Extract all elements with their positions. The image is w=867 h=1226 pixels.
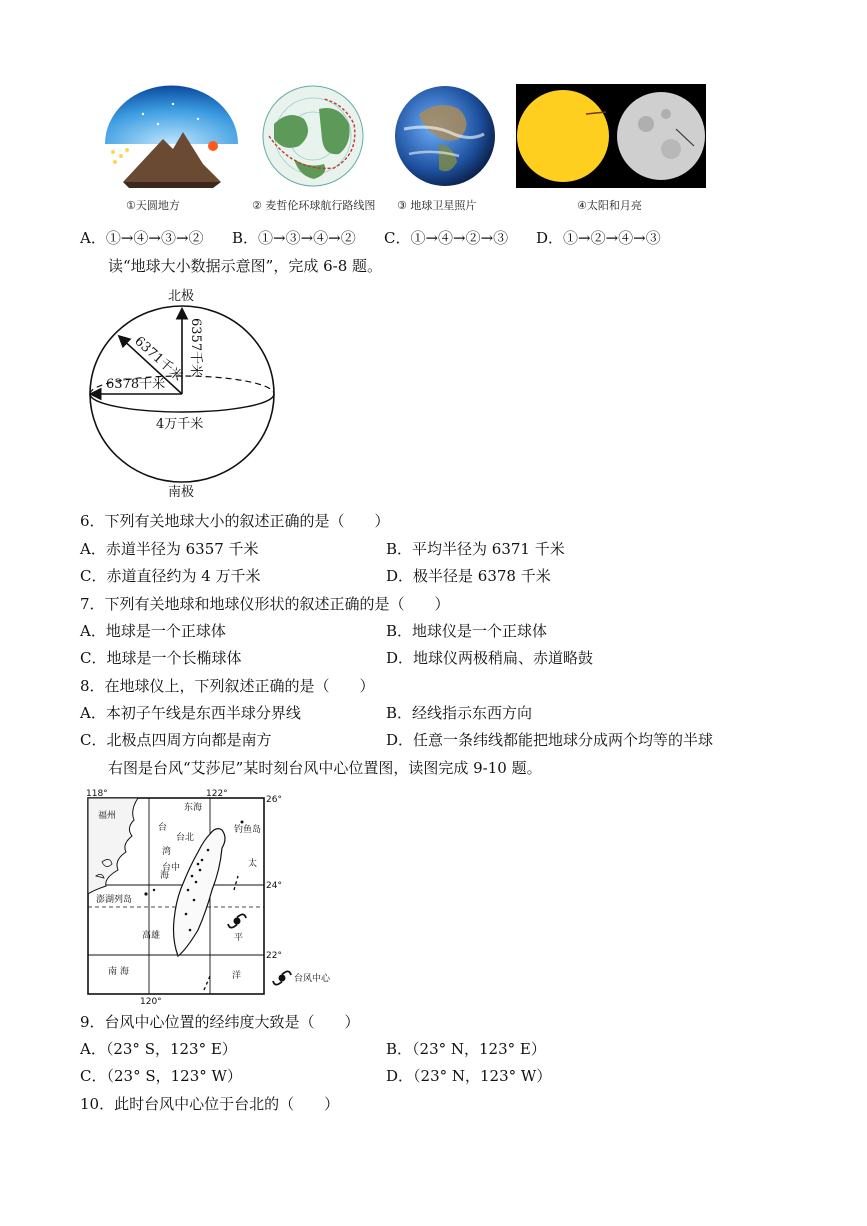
q7-option-d: D．地球仪两极稍扁、赤道略鼓	[386, 649, 594, 667]
q9-option-b: B．（23° N，123° E）	[386, 1040, 546, 1058]
lon-118: 118°	[86, 789, 108, 799]
q10-stem: 10．此时台风中心位于台北的（ ）	[80, 1095, 340, 1113]
label-tai-ocean: 太	[248, 859, 258, 869]
image-satellite-earth	[389, 84, 501, 188]
q9-stem: 9．台风中心位置的经纬度大致是（ ）	[80, 1013, 360, 1031]
lon-122: 122°	[206, 789, 228, 799]
legend-typhoon-center: 台风中心	[294, 974, 331, 984]
q8-option-a: A．本初子午线是东西半球分界线	[80, 704, 301, 722]
label-south-pole: 南极	[168, 485, 195, 500]
label-avg-radius: 6371千米	[131, 333, 186, 385]
label-hai: 海	[160, 871, 170, 881]
lon-120: 120°	[140, 997, 162, 1007]
caption-2: ② 麦哲伦环球航行路线图	[252, 199, 376, 212]
q7-option-c: C．地球是一个长椭球体	[80, 649, 242, 667]
label-circumference: 4万千米	[156, 417, 204, 432]
label-taizhong: 台中	[162, 863, 181, 873]
label-diaoyu: 钓鱼岛	[234, 825, 262, 835]
typhoon-map	[82, 789, 344, 1007]
label-penghu: 澎湖列岛	[96, 895, 133, 905]
lat-24: 24°	[266, 881, 282, 891]
q7-option-b: B．地球仪是一个正球体	[386, 622, 548, 640]
label-fuzhou: 福州	[98, 811, 117, 821]
label-yang: 洋	[232, 971, 242, 981]
label-north-pole: 北极	[168, 289, 195, 304]
q8-stem: 8．在地球仪上，下列叙述正确的是（ ）	[80, 677, 375, 695]
q5-option-b: B．①→③→④→②	[232, 229, 356, 247]
q8-option-c: C．北极点四周方向都是南方	[80, 731, 272, 749]
intro-6-8: 读“地球大小数据示意图”，完成 6-8 题。	[108, 257, 383, 275]
caption-4: ④太阳和月亮	[577, 199, 642, 212]
q6-option-c: C．赤道直径约为 4 万千米	[80, 567, 261, 585]
q8-option-b: B．经线指示东西方向	[386, 704, 533, 722]
q5-option-c: C．①→④→②→③	[384, 229, 509, 247]
q6-option-b: B．平均半径为 6371 千米	[386, 540, 565, 558]
q9-option-d: D．（23° N，123° W）	[386, 1067, 552, 1085]
earth-size-diagram	[80, 282, 290, 504]
label-polar-radius: 6357千米	[188, 318, 203, 378]
lat-22: 22°	[266, 951, 282, 961]
q7-stem: 7．下列有关地球和地球仪形状的叙述正确的是（ ）	[80, 595, 450, 613]
image-tianyuan-difang	[103, 84, 240, 188]
label-donghai: 东海	[184, 803, 203, 813]
label-ping: 平	[234, 933, 244, 943]
image-magellan-route	[254, 84, 372, 188]
intro-9-10: 右图是台风“艾莎尼”某时刻台风中心位置图，读图完成 9-10 题。	[108, 759, 542, 777]
label-taibei: 台北	[176, 833, 195, 843]
q9-option-c: C．（23° S，123° W）	[80, 1067, 242, 1085]
q6-option-a: A．赤道半径为 6357 千米	[80, 540, 259, 558]
label-tai: 台	[158, 823, 168, 833]
label-wan: 湾	[162, 847, 172, 857]
caption-3: ③ 地球卫星照片	[397, 199, 477, 212]
q9-option-a: A．（23° S，123° E）	[80, 1040, 237, 1058]
q6-option-d: D．极半径是 6378 千米	[386, 567, 551, 585]
q5-option-d: D．①→②→④→③	[536, 229, 661, 247]
lat-26: 26°	[266, 795, 282, 805]
q8-option-d: D．任意一条纬线都能把地球分成两个均等的半球	[386, 731, 714, 749]
label-nanhai: 南 海	[108, 967, 129, 977]
q7-option-a: A．地球是一个正球体	[80, 622, 226, 640]
image-sun-and-moon	[516, 84, 706, 188]
label-equator-radius: 6378千米	[106, 377, 166, 392]
q6-stem: 6．下列有关地球大小的叙述正确的是（ ）	[80, 512, 390, 530]
q5-option-a: A．①→④→③→②	[80, 229, 204, 247]
caption-1: ①天圆地方	[126, 199, 180, 212]
label-gaoxiong: 高雄	[142, 931, 161, 941]
